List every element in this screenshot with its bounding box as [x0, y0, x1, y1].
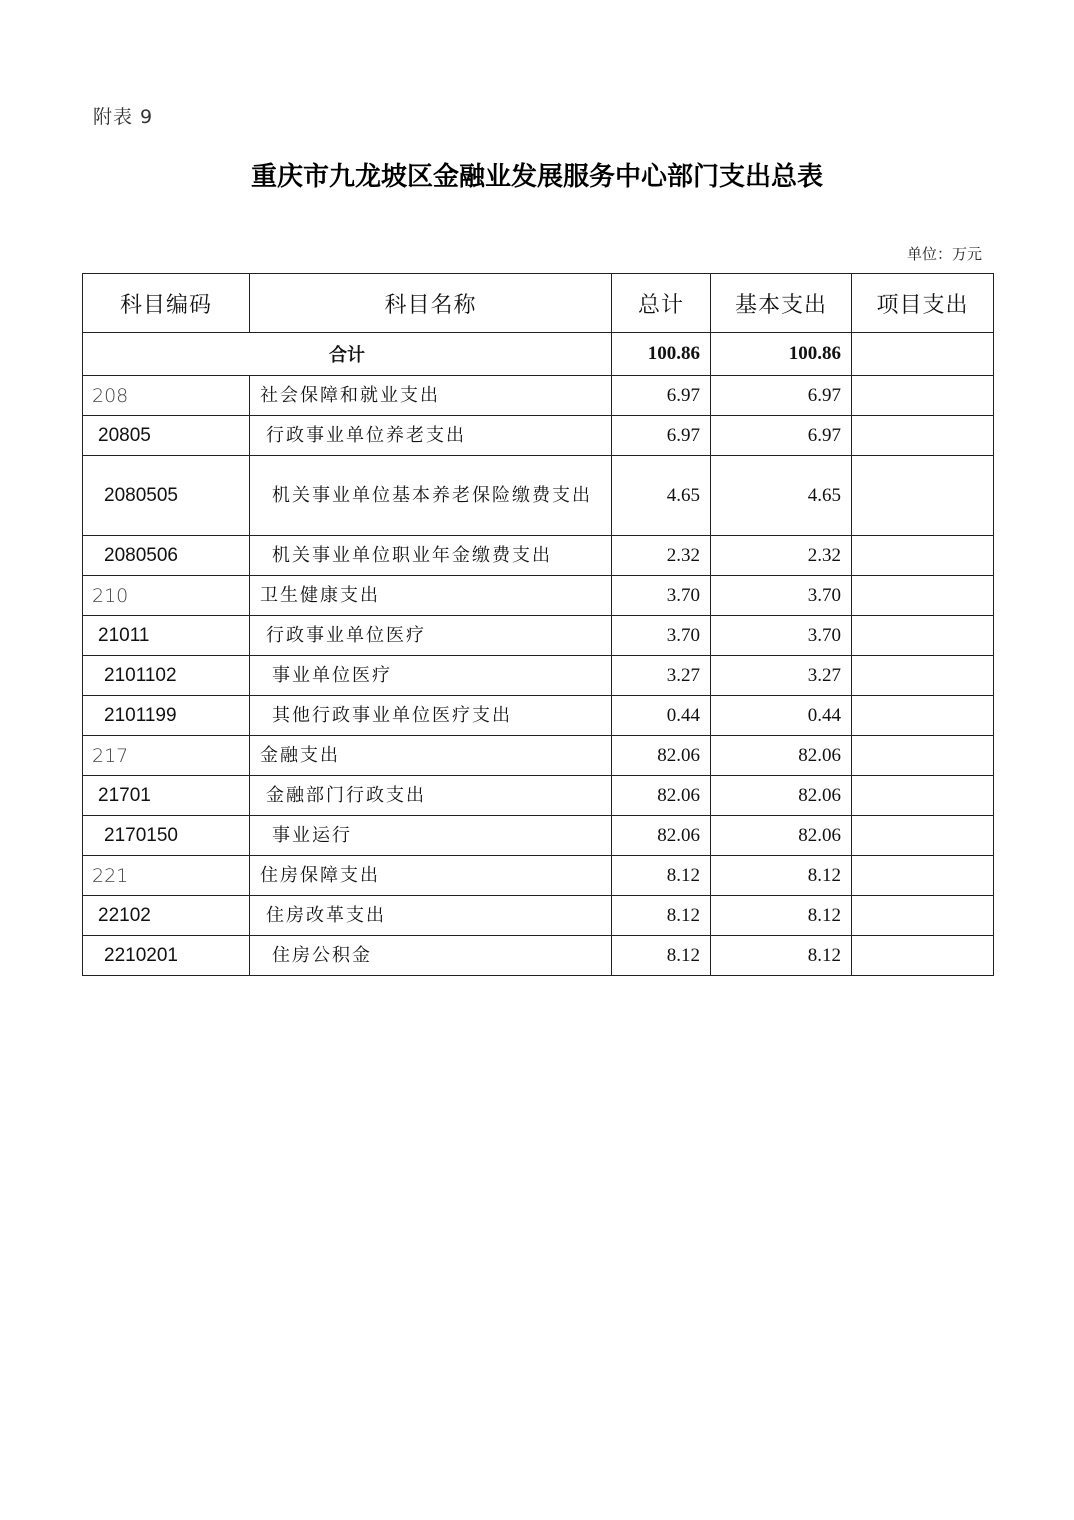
header-total: 总计 — [612, 274, 711, 333]
table-row — [83, 376, 994, 416]
cell-project — [852, 536, 994, 576]
cell-basic: 82.06 — [711, 776, 852, 816]
table-row — [83, 816, 994, 856]
cell-name: 其他行政事业单位医疗支出 — [250, 696, 612, 736]
table-row — [83, 576, 994, 616]
cell-name: 行政事业单位医疗 — [250, 616, 612, 656]
cell-name: 事业运行 — [250, 816, 612, 856]
cell-name: 住房保障支出 — [250, 856, 612, 896]
total-project — [852, 333, 994, 376]
cell-project — [852, 936, 994, 976]
cell-name: 住房公积金 — [250, 936, 612, 976]
cell-basic: 8.12 — [711, 856, 852, 896]
table-row — [83, 856, 994, 896]
cell-code: 208 — [83, 376, 250, 416]
table-row — [83, 416, 994, 456]
expenditure-table — [82, 273, 994, 976]
cell-name: 社会保障和就业支出 — [250, 376, 612, 416]
cell-code: 221 — [83, 856, 250, 896]
cell-basic: 3.70 — [711, 616, 852, 656]
cell-code: 2080506 — [83, 536, 250, 576]
cell-total: 8.12 — [612, 856, 711, 896]
cell-basic: 3.70 — [711, 576, 852, 616]
table-row — [83, 896, 994, 936]
cell-project — [852, 736, 994, 776]
cell-project — [852, 776, 994, 816]
cell-code: 22102 — [83, 896, 250, 936]
cell-project — [852, 896, 994, 936]
table-row — [83, 936, 994, 976]
cell-basic: 2.32 — [711, 536, 852, 576]
cell-code: 2170150 — [83, 816, 250, 856]
cell-basic: 3.27 — [711, 656, 852, 696]
cell-basic: 6.97 — [711, 416, 852, 456]
table-row — [83, 456, 994, 536]
cell-total: 0.44 — [612, 696, 711, 736]
cell-code: 2210201 — [83, 936, 250, 976]
table-row — [83, 656, 994, 696]
cell-basic: 82.06 — [711, 736, 852, 776]
cell-total: 8.12 — [612, 896, 711, 936]
cell-name: 机关事业单位职业年金缴费支出 — [250, 536, 612, 576]
cell-project — [852, 416, 994, 456]
cell-project — [852, 576, 994, 616]
cell-name: 金融支出 — [250, 736, 612, 776]
cell-name: 住房改革支出 — [250, 896, 612, 936]
cell-code: 21701 — [83, 776, 250, 816]
table-row — [83, 776, 994, 816]
cell-name: 机关事业单位基本养老保险缴费支出 — [250, 456, 612, 536]
cell-total: 82.06 — [612, 816, 711, 856]
cell-total: 82.06 — [612, 776, 711, 816]
table-row — [83, 616, 994, 656]
header-code: 科目编码 — [83, 274, 250, 333]
table-row — [83, 536, 994, 576]
total-label: 合计 — [83, 333, 612, 376]
cell-basic: 0.44 — [711, 696, 852, 736]
header-project: 项目支出 — [852, 274, 994, 333]
cell-project — [852, 696, 994, 736]
table-header-row — [83, 274, 994, 333]
page-title: 重庆市九龙坡区金融业发展服务中心部门支出总表 — [250, 162, 823, 192]
cell-total: 2.32 — [612, 536, 711, 576]
total-total: 100.86 — [612, 333, 711, 376]
unit-label: 单位：万元 — [906, 245, 982, 263]
cell-code: 217 — [83, 736, 250, 776]
cell-project — [852, 656, 994, 696]
cell-project — [852, 616, 994, 656]
cell-total: 6.97 — [612, 416, 711, 456]
cell-project — [852, 456, 994, 536]
cell-project — [852, 856, 994, 896]
table-row — [83, 696, 994, 736]
total-basic: 100.86 — [711, 333, 852, 376]
total-row — [83, 333, 994, 376]
cell-basic: 6.97 — [711, 376, 852, 416]
cell-code: 2080505 — [83, 456, 250, 536]
header-name: 科目名称 — [250, 274, 612, 333]
cell-code: 210 — [83, 576, 250, 616]
cell-name: 金融部门行政支出 — [250, 776, 612, 816]
cell-basic: 8.12 — [711, 936, 852, 976]
cell-total: 6.97 — [612, 376, 711, 416]
cell-total: 3.70 — [612, 576, 711, 616]
cell-basic: 82.06 — [711, 816, 852, 856]
cell-total: 3.27 — [612, 656, 711, 696]
cell-name: 事业单位医疗 — [250, 656, 612, 696]
cell-code: 2101102 — [83, 656, 250, 696]
cell-total: 4.65 — [612, 456, 711, 536]
header-basic: 基本支出 — [711, 274, 852, 333]
cell-code: 21011 — [83, 616, 250, 656]
table-row — [83, 736, 994, 776]
cell-code: 2101199 — [83, 696, 250, 736]
attachment-label: 附表 9 — [93, 106, 154, 128]
cell-total: 82.06 — [612, 736, 711, 776]
cell-total: 3.70 — [612, 616, 711, 656]
cell-basic: 8.12 — [711, 896, 852, 936]
cell-name: 行政事业单位养老支出 — [250, 416, 612, 456]
cell-project — [852, 376, 994, 416]
cell-name: 卫生健康支出 — [250, 576, 612, 616]
cell-total: 8.12 — [612, 936, 711, 976]
cell-code: 20805 — [83, 416, 250, 456]
cell-basic: 4.65 — [711, 456, 852, 536]
cell-project — [852, 816, 994, 856]
